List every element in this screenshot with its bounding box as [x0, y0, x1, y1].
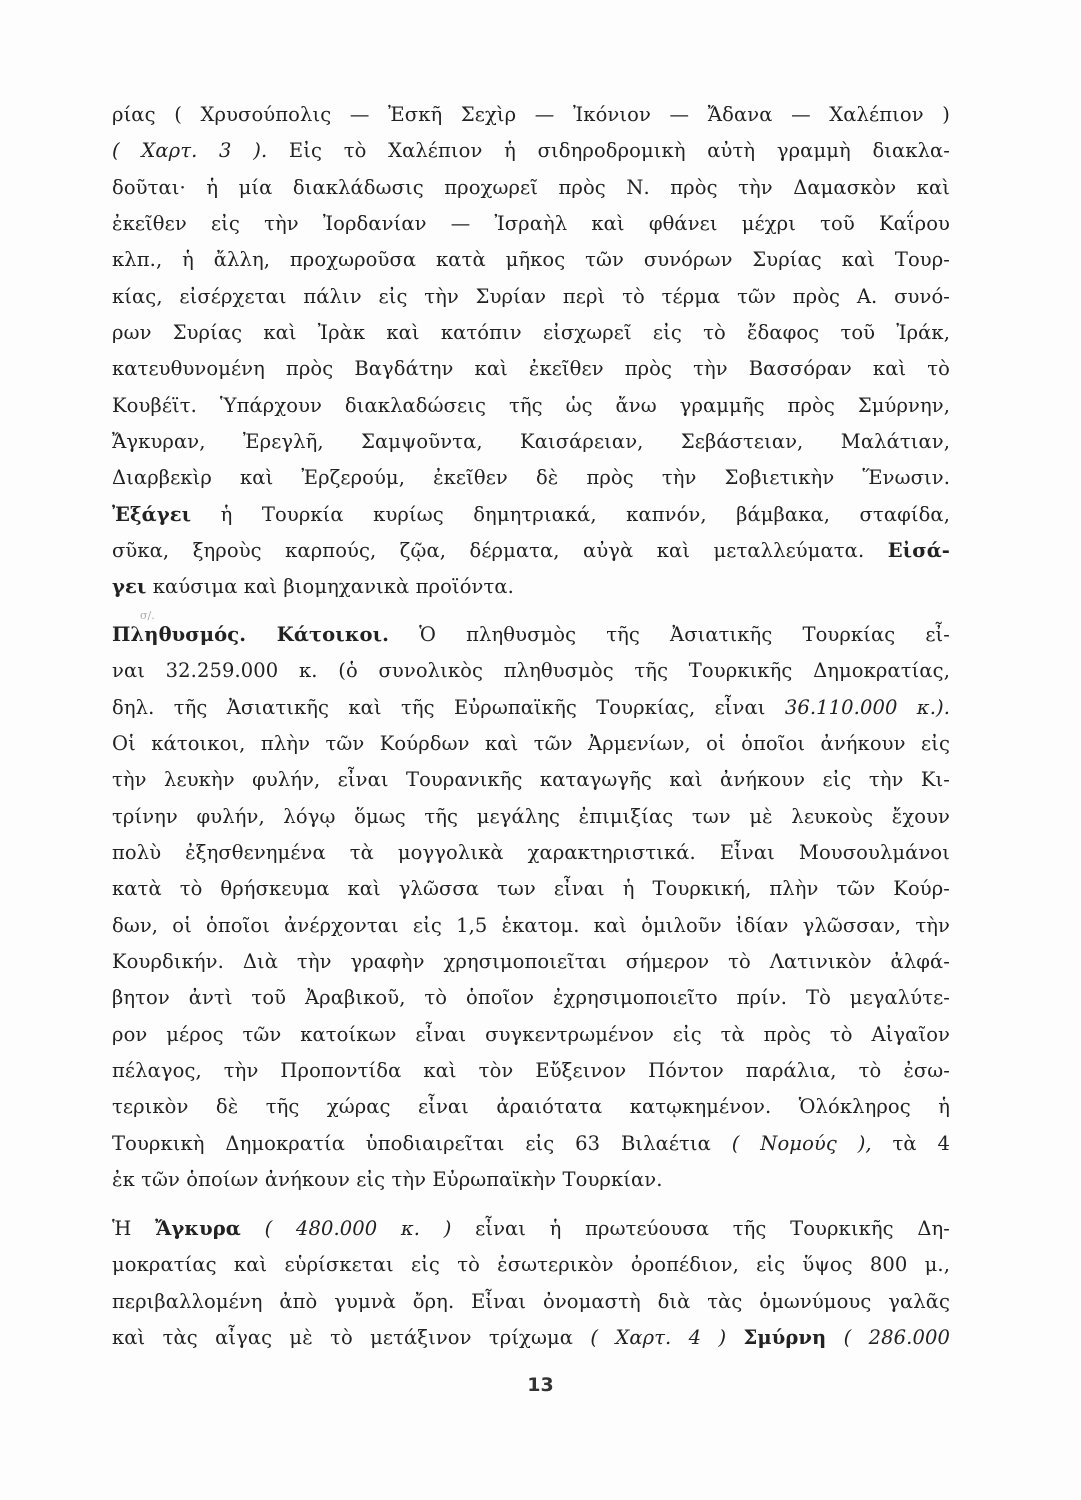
text-run: καύσιμα καὶ βιομηχανικὰ προϊόντα.	[146, 575, 514, 599]
text-run: Κουρδικήν. Διὰ τὴν γραφὴν χρησιμοποιεῖται σήμερον τὸ Λατινικὸν ἀλφά-	[112, 950, 950, 974]
text-run: εἶναι ἡ πρωτεύουσα τῆς Τουρκικῆς Δη-	[451, 1217, 950, 1240]
text-line	[112, 944, 950, 980]
text-run	[726, 1326, 743, 1349]
text-run	[241, 1217, 265, 1240]
text-run: Κουβέϊτ. Ὑπάρχουν διακλαδώσεις τῆς ὡς ἄνω γραμμῆς πρὸς Σμύρνην,	[112, 393, 950, 417]
text-line	[112, 497, 950, 533]
text-run: πέλαγος, τὴν Προποντίδα καὶ τὸν Εὔξεινον Πόντον παράλια, τὸ ἐσω-	[112, 1059, 950, 1083]
text-run: κλπ., ἡ ἄλλη, προχωροῦσα κατὰ μῆκος τῶν συνόρων Συρίας καὶ Τουρ-	[112, 248, 950, 272]
text-line	[112, 1320, 950, 1356]
page-number: 13	[527, 1374, 554, 1396]
text-run: ρίας ( Χρυσούπολις — Ἐσκῆ Σεχὶρ — Ἰκόνιον — Ἄδανα — Χαλέπιον )	[112, 103, 950, 126]
text-line	[112, 871, 950, 907]
text-line	[112, 835, 950, 871]
text-line	[112, 690, 950, 726]
text-line	[112, 206, 950, 242]
paragraph-population	[112, 617, 950, 1199]
stray-pencil-mark: σ/.	[140, 609, 155, 622]
text-run: πολὺ ἐξησθενημένα τὰ μογγολικὰ χαρακτηριστικά. Εἶναι Μουσουλμάνοι	[112, 841, 950, 865]
text-line	[112, 1284, 950, 1320]
text-run: Εἰς τὸ Χαλέπιον ἡ σιδηροδρομικὴ αὐτὴ γραμμὴ διακλα-	[267, 139, 950, 163]
text-line	[112, 242, 950, 278]
text-line	[112, 315, 950, 351]
paragraph-ankara	[112, 1211, 950, 1356]
text-run: ἡ Τουρκία κυρίως δημητριακά, καπνόν, βάμβακα, σταφίδα,	[191, 502, 950, 526]
text-line	[112, 279, 950, 315]
text-line	[112, 424, 950, 460]
text-run: Ἄγκυραν, Ἐρεγλῆ, Σαμψοῦντα, Καισάρειαν, Σεβάστειαν, Μαλάτιαν,	[112, 430, 950, 454]
text-line	[112, 351, 950, 387]
text-run: Ἡ	[112, 1217, 156, 1240]
text-line	[112, 133, 950, 169]
text-run: κατευθυνομένη πρὸς Βαγδάτην καὶ ἐκεῖθεν πρὸς τὴν Βασσόραν καὶ τὸ	[112, 357, 950, 381]
text-run: ρον μέρος τῶν κατοίκων εἶναι συγκεντρωμένον εἰς τὰ πρὸς τὸ Αἰγαῖον	[112, 1022, 950, 1046]
text-line	[112, 460, 950, 496]
text-line	[112, 908, 950, 944]
text-run: περιβαλλομένη ἀπὸ γυμνὰ ὄρη. Εἶναι ὀνομαστὴ διὰ τὰς ὁμωνύμους γαλᾶς	[112, 1289, 950, 1313]
text-run	[826, 1326, 843, 1349]
text-line	[112, 569, 950, 605]
text-line	[112, 170, 950, 206]
bold-text: Ἐξάγει	[112, 502, 192, 526]
text-run: τρίνην φυλήν, λόγῳ ὅμως τῆς μεγάλης ἐπιμιξίας των μὲ λευκοὺς ἔχουν	[112, 804, 950, 828]
text-line	[112, 762, 950, 798]
text-run: κατὰ τὸ θρήσκευμα καὶ γλῶσσα των εἶναι ἡ Τουρκική, πλὴν τῶν Κούρ-	[112, 877, 950, 901]
text-run: δων, οἱ ὁποῖοι ἀνέρχονται εἰς 1,5 ἑκατομ. καὶ ὁμιλοῦν ἰδίαν γλῶσσαν, τὴν	[112, 913, 950, 937]
text-line	[112, 799, 950, 835]
text-line	[112, 1017, 950, 1053]
text-line	[112, 1089, 950, 1125]
text-line	[112, 1211, 950, 1247]
italic-text: ( 286.000	[843, 1326, 950, 1350]
text-line	[112, 1053, 950, 1089]
text-line	[112, 1247, 950, 1283]
text-line	[112, 533, 950, 569]
text-run: τὰ 4	[871, 1131, 950, 1155]
bold-text: Πληθυσμός. Κάτοικοι.	[112, 623, 390, 646]
text-run: δοῦται· ἡ μία διακλάδωσις προχωρεῖ πρὸς Ν. πρὸς τὴν Δαμασκὸν καὶ	[112, 175, 950, 199]
text-line	[112, 1162, 950, 1198]
text-run: Τουρκικὴ Δημοκρατία ὑποδιαιρεῖται εἰς 63 Βιλαέτια	[112, 1131, 732, 1155]
text-run: ἐκ τῶν ὁποίων ἀνήκουν εἰς τὴν Εὐρωπαϊκὴν Τουρκίαν.	[112, 1168, 663, 1192]
italic-text: 36.110.000 κ.).	[784, 695, 950, 719]
text-run: Οἱ κάτοικοι, πλὴν τῶν Κούρδων καὶ τῶν Ἀρμενίων, οἱ ὁποῖοι ἀνήκουν εἰς	[112, 732, 950, 756]
text-line	[112, 97, 950, 133]
text-run: Ὁ πληθυσμὸς τῆς Ἀσιατικῆς Τουρκίας εἶ-	[389, 623, 950, 646]
bold-text: Εἰσά-	[887, 539, 950, 563]
text-run: κίας, εἰσέρχεται πάλιν εἰς τὴν Συρίαν περὶ τὸ τέρμα τῶν πρὸς Α. συνό-	[112, 284, 950, 308]
text-run: ἐκεῖθεν εἰς τὴν Ἰορδανίαν — Ἰσραὴλ καὶ φθάνει μέχρι τοῦ Καΐρου	[112, 212, 950, 236]
text-run: τὴν λευκὴν φυλήν, εἶναι Τουρανικῆς καταγωγῆς καὶ ἀνήκουν εἰς τὴν Κι-	[112, 768, 950, 792]
italic-text: ( Χαρτ. 4 )	[590, 1326, 727, 1350]
text-run: σῦκα, ξηροὺς καρπούς, ζῷα, δέρματα, αὐγὰ καὶ μεταλλεύματα.	[112, 539, 888, 563]
text-run: ναι 32.259.000 κ. (ὁ συνολικὸς πληθυσμὸς τῆς Τουρκικῆς Δημοκρατίας,	[112, 659, 950, 683]
text-line	[112, 980, 950, 1016]
text-run: βητον ἀντὶ τοῦ Ἀραβικοῦ, τὸ ὁποῖον ἐχρησιμοποιεῖτο πρίν. Τὸ μεγαλύτε-	[112, 986, 950, 1010]
text-run: δηλ. τῆς Ἀσιατικῆς καὶ τῆς Εὐρωπαϊκῆς Τουρκίας, εἶναι	[112, 695, 785, 719]
text-run: τερικὸν δὲ τῆς χώρας εἶναι ἀραιότατα κατῳκημένον. Ὁλόκληρος ἡ	[112, 1095, 950, 1119]
italic-text: ( Νομούς ),	[731, 1131, 872, 1155]
text-run: καὶ τὰς αἶγας μὲ τὸ μετάξινον τρίχωμα	[112, 1326, 591, 1350]
text-line	[112, 1126, 950, 1162]
bold-text: Ἄγκυρα	[155, 1217, 241, 1240]
text-line	[112, 726, 950, 762]
italic-text: ( Χαρτ. 3 ).	[112, 139, 268, 163]
paragraph-continuation	[112, 97, 950, 606]
text-line	[112, 388, 950, 424]
italic-text: ( 480.000 κ. )	[264, 1217, 452, 1240]
bold-text: Σμύρνη	[743, 1326, 827, 1350]
text-line	[112, 653, 950, 689]
text-line	[112, 617, 950, 653]
bold-text: γει	[112, 575, 147, 599]
text-run: μοκρατίας καὶ εὑρίσκεται εἰς τὸ ἐσωτερικὸν ὀροπέδιον, εἰς ὕψος 800 μ.,	[112, 1253, 950, 1277]
text-run: ρων Συρίας καὶ Ἰρὰκ καὶ κατόπιν εἰσχωρεῖ εἰς τὸ ἔδαφος τοῦ Ἰράκ,	[112, 321, 950, 345]
text-run: Διαρβεκὶρ καὶ Ἐρζερούμ, ἐκεῖθεν δὲ πρὸς τὴν Σοβιετικὴν Ἕνωσιν.	[112, 466, 950, 490]
